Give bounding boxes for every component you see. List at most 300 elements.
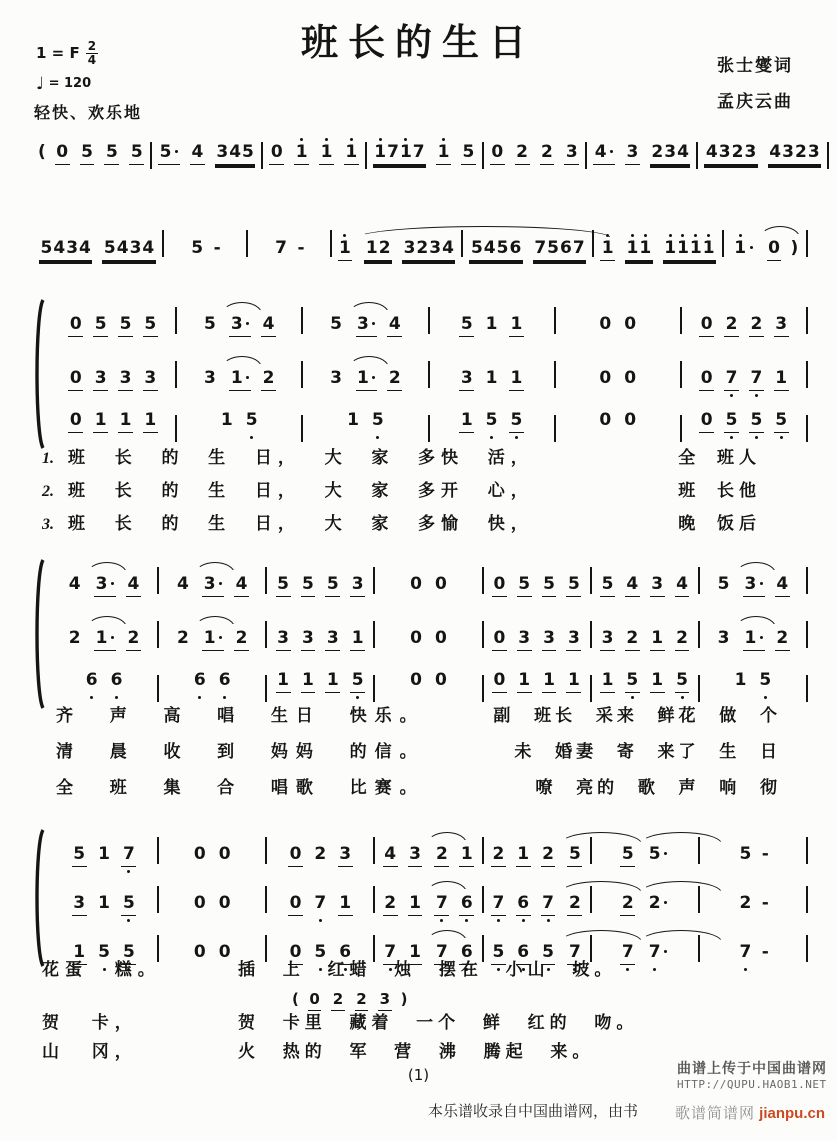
credits: [717, 48, 793, 120]
note: 7: [568, 944, 581, 962]
measure: [268, 670, 372, 693]
octave-dot-above: [631, 234, 634, 237]
note: 3: [565, 142, 578, 162]
note: 5: [302, 574, 314, 594]
note-group: [733, 672, 748, 692]
octave-dot-below: [681, 696, 684, 699]
note-group: [338, 846, 353, 867]
note: 3: [664, 142, 677, 162]
note: 3: [326, 628, 339, 648]
note-group: [775, 630, 790, 651]
note-group: [355, 992, 368, 1011]
note: 5: [330, 314, 342, 334]
note: 4: [594, 142, 607, 162]
note-group: [517, 630, 532, 651]
note-group: [68, 412, 83, 433]
note: 2: [262, 368, 275, 388]
note-group: [175, 576, 190, 596]
measure: [485, 574, 589, 597]
note-group: [190, 144, 205, 165]
note: 3: [744, 142, 757, 162]
note-group: [94, 630, 116, 651]
measure: [376, 670, 480, 692]
note-group: [356, 316, 378, 337]
intro-line-2: [34, 226, 809, 261]
lyric-row: [42, 776, 803, 799]
note-group: [650, 672, 665, 693]
note: 3: [744, 574, 757, 594]
site-name: 歌谱简谱网: [674, 1105, 755, 1122]
note-group: [566, 630, 581, 651]
note-group: [600, 576, 615, 597]
note: 1: [543, 670, 555, 690]
lyric-text: 齐 声 高 唱 生日 快乐。: [56, 706, 425, 725]
augmentation-dot: [372, 322, 375, 325]
site-credit: [675, 1102, 825, 1123]
measure: [34, 142, 149, 165]
measure: [701, 616, 805, 651]
note: 5: [81, 142, 93, 162]
barline: [301, 307, 303, 334]
measure: [557, 410, 679, 432]
note-group: [699, 412, 714, 433]
augmentation-dot: [760, 582, 763, 585]
note-group: [516, 895, 531, 916]
barline: [265, 837, 267, 864]
note-group: [459, 316, 474, 337]
barline: [592, 230, 594, 257]
note: 5: [94, 314, 107, 334]
barline: [175, 307, 177, 334]
note: 0: [624, 314, 637, 334]
note-group: [459, 846, 474, 867]
note-group: [288, 846, 303, 867]
barline: [722, 230, 724, 257]
note: 2: [648, 893, 661, 913]
note: 6: [509, 238, 522, 258]
slur-arc: [640, 832, 722, 844]
note: 5: [626, 672, 639, 690]
measure: [160, 844, 264, 866]
note-group: [370, 412, 385, 432]
measure: [368, 142, 481, 165]
note-group: [202, 630, 224, 651]
note-group: [68, 370, 83, 391]
measure: [160, 670, 264, 692]
note: 1: [744, 628, 757, 648]
note-group: [126, 576, 141, 597]
slur-arc: [427, 832, 467, 844]
lyric-text: 晚 饭后: [678, 514, 761, 533]
barline: [482, 621, 484, 648]
note: 1: [230, 368, 243, 388]
note-group: [459, 412, 474, 433]
note: 4: [142, 238, 155, 258]
measure: [249, 238, 329, 260]
intro-line-1: [34, 142, 820, 169]
note-group: [72, 846, 87, 867]
octave-dot-below: [356, 696, 359, 699]
note-group: [758, 672, 773, 692]
time-signature: [86, 40, 98, 66]
verse-voice-2: [30, 356, 809, 392]
lyric-row: [42, 740, 803, 763]
augmentation-dot: [111, 636, 114, 639]
note: 5: [717, 574, 730, 594]
lyric-row: [42, 704, 803, 727]
note-group: [540, 144, 555, 165]
lyric-text: 贺 卡里 藏着 一个 鲜 红的 吻。: [238, 1013, 639, 1032]
note-group: [301, 576, 316, 597]
augmentation-dot: [219, 582, 222, 585]
note: 5: [105, 142, 118, 162]
note: 5: [775, 412, 788, 430]
verse-voice-3: [30, 410, 809, 446]
note: 5: [144, 314, 157, 334]
note-group: [716, 576, 731, 596]
note-group: [743, 576, 765, 597]
note-group: [459, 895, 474, 916]
middle-lyrics: [42, 704, 803, 812]
time-numerator: 2: [87, 39, 97, 53]
barline: [482, 142, 484, 169]
measure: [593, 574, 697, 597]
note: 3: [543, 628, 555, 648]
note: 3: [379, 990, 391, 1008]
measure: [431, 410, 553, 433]
note: 3: [203, 368, 216, 388]
note-group: [623, 412, 638, 432]
lyric-row: [42, 1011, 803, 1034]
note-group: [350, 672, 365, 693]
note: 5: [277, 574, 289, 594]
measure: [304, 302, 426, 337]
barline: [365, 142, 367, 169]
barline: [680, 307, 682, 334]
note: 0: [599, 368, 612, 388]
measure: [288, 990, 411, 1011]
barline: [696, 142, 698, 169]
note-group: [491, 895, 506, 916]
key-signature: [36, 40, 98, 66]
note: 1: [626, 240, 639, 258]
slur-arc: [427, 930, 467, 942]
note: 0: [491, 142, 504, 162]
note: 4: [388, 314, 401, 334]
note-group: [67, 576, 82, 596]
note: 4: [384, 844, 397, 864]
measure: [34, 238, 161, 261]
note-group: [533, 240, 586, 261]
measure: [376, 628, 480, 650]
barline: [806, 621, 808, 648]
barline: [590, 886, 592, 913]
slur-arc: [195, 616, 235, 628]
note-group: [409, 630, 424, 650]
measure: [701, 893, 805, 915]
note: 4: [53, 238, 66, 258]
note: 7: [387, 142, 399, 162]
barline: [590, 675, 592, 702]
note-group: [202, 370, 217, 390]
measure: [557, 314, 679, 336]
measure: [593, 670, 697, 693]
barline: [806, 567, 808, 594]
note-group: [383, 846, 398, 867]
lyric-text: 插 上 红蜡 烛 摆在 小山 坡。: [238, 960, 617, 979]
note: 0: [410, 574, 422, 594]
note: 5: [750, 412, 763, 430]
note: 1: [734, 240, 747, 258]
note-group: [219, 412, 234, 432]
note: 2: [739, 893, 752, 913]
note-group: [387, 370, 402, 391]
barline: [428, 415, 430, 442]
note: 7: [412, 142, 425, 162]
note: 3: [351, 574, 364, 594]
augmentation-dot: [111, 582, 114, 585]
note-group: [517, 672, 532, 693]
note: 4: [262, 314, 275, 334]
measure: [485, 142, 584, 165]
note: 0: [289, 844, 302, 864]
note: 5: [122, 895, 135, 913]
note: 1: [339, 893, 352, 913]
measure: [557, 368, 679, 390]
note: 4: [229, 142, 242, 162]
note: 1: [677, 240, 690, 258]
note: 1: [98, 844, 110, 864]
note: 1: [277, 670, 289, 690]
barline: [806, 307, 808, 334]
octave-dot-below: [780, 436, 783, 439]
note: 2: [235, 628, 248, 648]
final-voice-2: [30, 881, 809, 917]
note: 7: [572, 238, 585, 258]
note-group: [350, 630, 365, 651]
note: 3: [144, 368, 157, 388]
note-group: [492, 672, 507, 693]
note: 1: [437, 144, 450, 162]
augmentation-dot: [219, 636, 222, 639]
note-group: [338, 240, 353, 261]
note: 1: [651, 670, 664, 690]
note: 2: [388, 368, 401, 388]
inset-notation: [288, 990, 411, 1011]
note-group: [67, 630, 82, 650]
note: 5: [739, 844, 752, 864]
note-group: [598, 316, 613, 336]
note-group: [620, 846, 635, 867]
measure: [178, 356, 300, 391]
barline: [157, 837, 159, 864]
measure: [52, 368, 174, 391]
note-group: [433, 672, 448, 692]
note: 7: [122, 846, 135, 864]
note: 1: [639, 240, 652, 258]
octave-dot-above: [325, 138, 328, 141]
note: 6: [517, 895, 530, 913]
note-group: [484, 316, 499, 336]
note: 1: [339, 240, 352, 258]
note: 1: [517, 844, 530, 864]
barline: [806, 837, 808, 864]
barline: [806, 415, 808, 442]
slur-arc: [640, 881, 722, 893]
note-group: [308, 992, 321, 1011]
measure: [268, 844, 372, 867]
note-group: [492, 576, 507, 597]
note: 0: [493, 574, 506, 594]
note: 1: [664, 240, 677, 258]
note-group: [261, 370, 276, 391]
composer: 孟庆云曲: [717, 92, 793, 111]
measure: [178, 302, 300, 337]
measure: [485, 881, 589, 916]
barline: [428, 307, 430, 334]
note-group: [469, 240, 522, 261]
augmentation-dot: [664, 852, 667, 855]
note: 3: [409, 844, 421, 864]
barline: [554, 361, 556, 388]
note: 1: [345, 144, 358, 162]
note: 2: [794, 142, 807, 162]
note: 3: [66, 238, 79, 258]
note: 3: [626, 142, 639, 162]
note: 5: [496, 238, 509, 258]
note: 1: [347, 410, 359, 430]
note-group: [749, 412, 764, 433]
note: 2: [621, 893, 634, 913]
note-group: [387, 316, 402, 337]
octave-dot-above: [404, 138, 407, 141]
note: 1: [485, 314, 498, 334]
note-group: [97, 895, 112, 915]
note: 1: [518, 670, 531, 690]
note: 1: [94, 410, 107, 430]
octave-dot-below: [490, 436, 493, 439]
note: 1: [601, 670, 614, 690]
octave-dot-below: [730, 436, 733, 439]
note-group: [484, 412, 499, 432]
note-group: [192, 672, 207, 692]
note-group: [675, 576, 690, 597]
note: 7: [435, 895, 448, 913]
final-voice-1: [30, 832, 809, 868]
note: 5: [326, 574, 339, 594]
octave-dot-below: [90, 696, 93, 699]
note-group: [724, 370, 739, 391]
note: 5: [518, 574, 531, 594]
note: 5: [676, 672, 689, 690]
dash-note: -: [297, 238, 305, 258]
note-group: [350, 576, 365, 597]
measure: [52, 562, 156, 597]
note: 1: [775, 368, 788, 388]
note: 2: [384, 893, 397, 913]
note-group: [625, 144, 640, 165]
note: 4: [442, 238, 454, 258]
note: 1: [73, 942, 86, 962]
note: 0: [218, 942, 231, 962]
octave-dot-above: [707, 234, 710, 237]
note: 5: [621, 844, 634, 864]
note: 1: [119, 410, 132, 430]
note-group: [675, 630, 690, 651]
note-group: [383, 895, 398, 916]
slur-arc: [760, 226, 800, 238]
barline: [680, 361, 682, 388]
note: 0: [69, 410, 82, 430]
note-group: [373, 144, 426, 165]
note: 1: [302, 670, 314, 690]
note-group: [775, 576, 790, 597]
note-group: [567, 895, 582, 916]
note: 3: [277, 628, 289, 648]
note: 5: [159, 142, 172, 162]
dash-note: -: [213, 238, 221, 258]
lyric-text: 贺 卡，: [42, 1013, 138, 1032]
note: 2: [416, 238, 429, 258]
slur-arc: [427, 881, 467, 893]
note-group: [484, 370, 499, 390]
note-group: [598, 412, 613, 432]
note: 4: [127, 574, 140, 594]
note: 2: [127, 628, 140, 648]
note-group: [288, 895, 303, 916]
octave-dot-below: [547, 919, 550, 922]
paren: (: [292, 990, 299, 1008]
note: 4: [176, 574, 189, 594]
expression-marking: 轻快、欢乐地: [34, 105, 143, 122]
augmentation-dot: [750, 246, 753, 249]
note-group: [121, 846, 136, 867]
lyric-text: 未 婚妻 寄 来了 生 日: [514, 742, 781, 761]
note: 2: [651, 142, 664, 162]
note: 4: [116, 238, 129, 258]
note: 1: [510, 368, 523, 388]
note: 3: [601, 628, 614, 648]
note: 0: [218, 893, 231, 913]
note-group: [294, 144, 309, 165]
note-group: [768, 144, 821, 165]
measure: [593, 881, 697, 916]
note-group: [516, 846, 531, 867]
note: 1: [510, 314, 523, 334]
note: 5: [314, 944, 327, 962]
note-group: [650, 144, 691, 165]
verse-lyrics: [42, 446, 803, 545]
barline: [806, 361, 808, 388]
note-group: [774, 316, 789, 337]
note-group: [338, 895, 353, 916]
note: 1: [144, 410, 157, 430]
tempo-value: = 120: [48, 76, 92, 91]
watermark-url: HTTP://QUPU.HAOB1.NET: [677, 1078, 827, 1091]
barline: [698, 567, 700, 594]
barline: [301, 415, 303, 442]
barline: [554, 415, 556, 442]
note: 1: [320, 144, 333, 162]
note: 1: [374, 144, 387, 162]
note: 0: [289, 942, 302, 962]
note: 7: [725, 370, 738, 388]
note: 7: [648, 944, 661, 962]
note-group: [716, 630, 731, 650]
note-group: [542, 630, 557, 651]
octave-dot-above: [300, 138, 303, 141]
note-group: [699, 316, 714, 337]
